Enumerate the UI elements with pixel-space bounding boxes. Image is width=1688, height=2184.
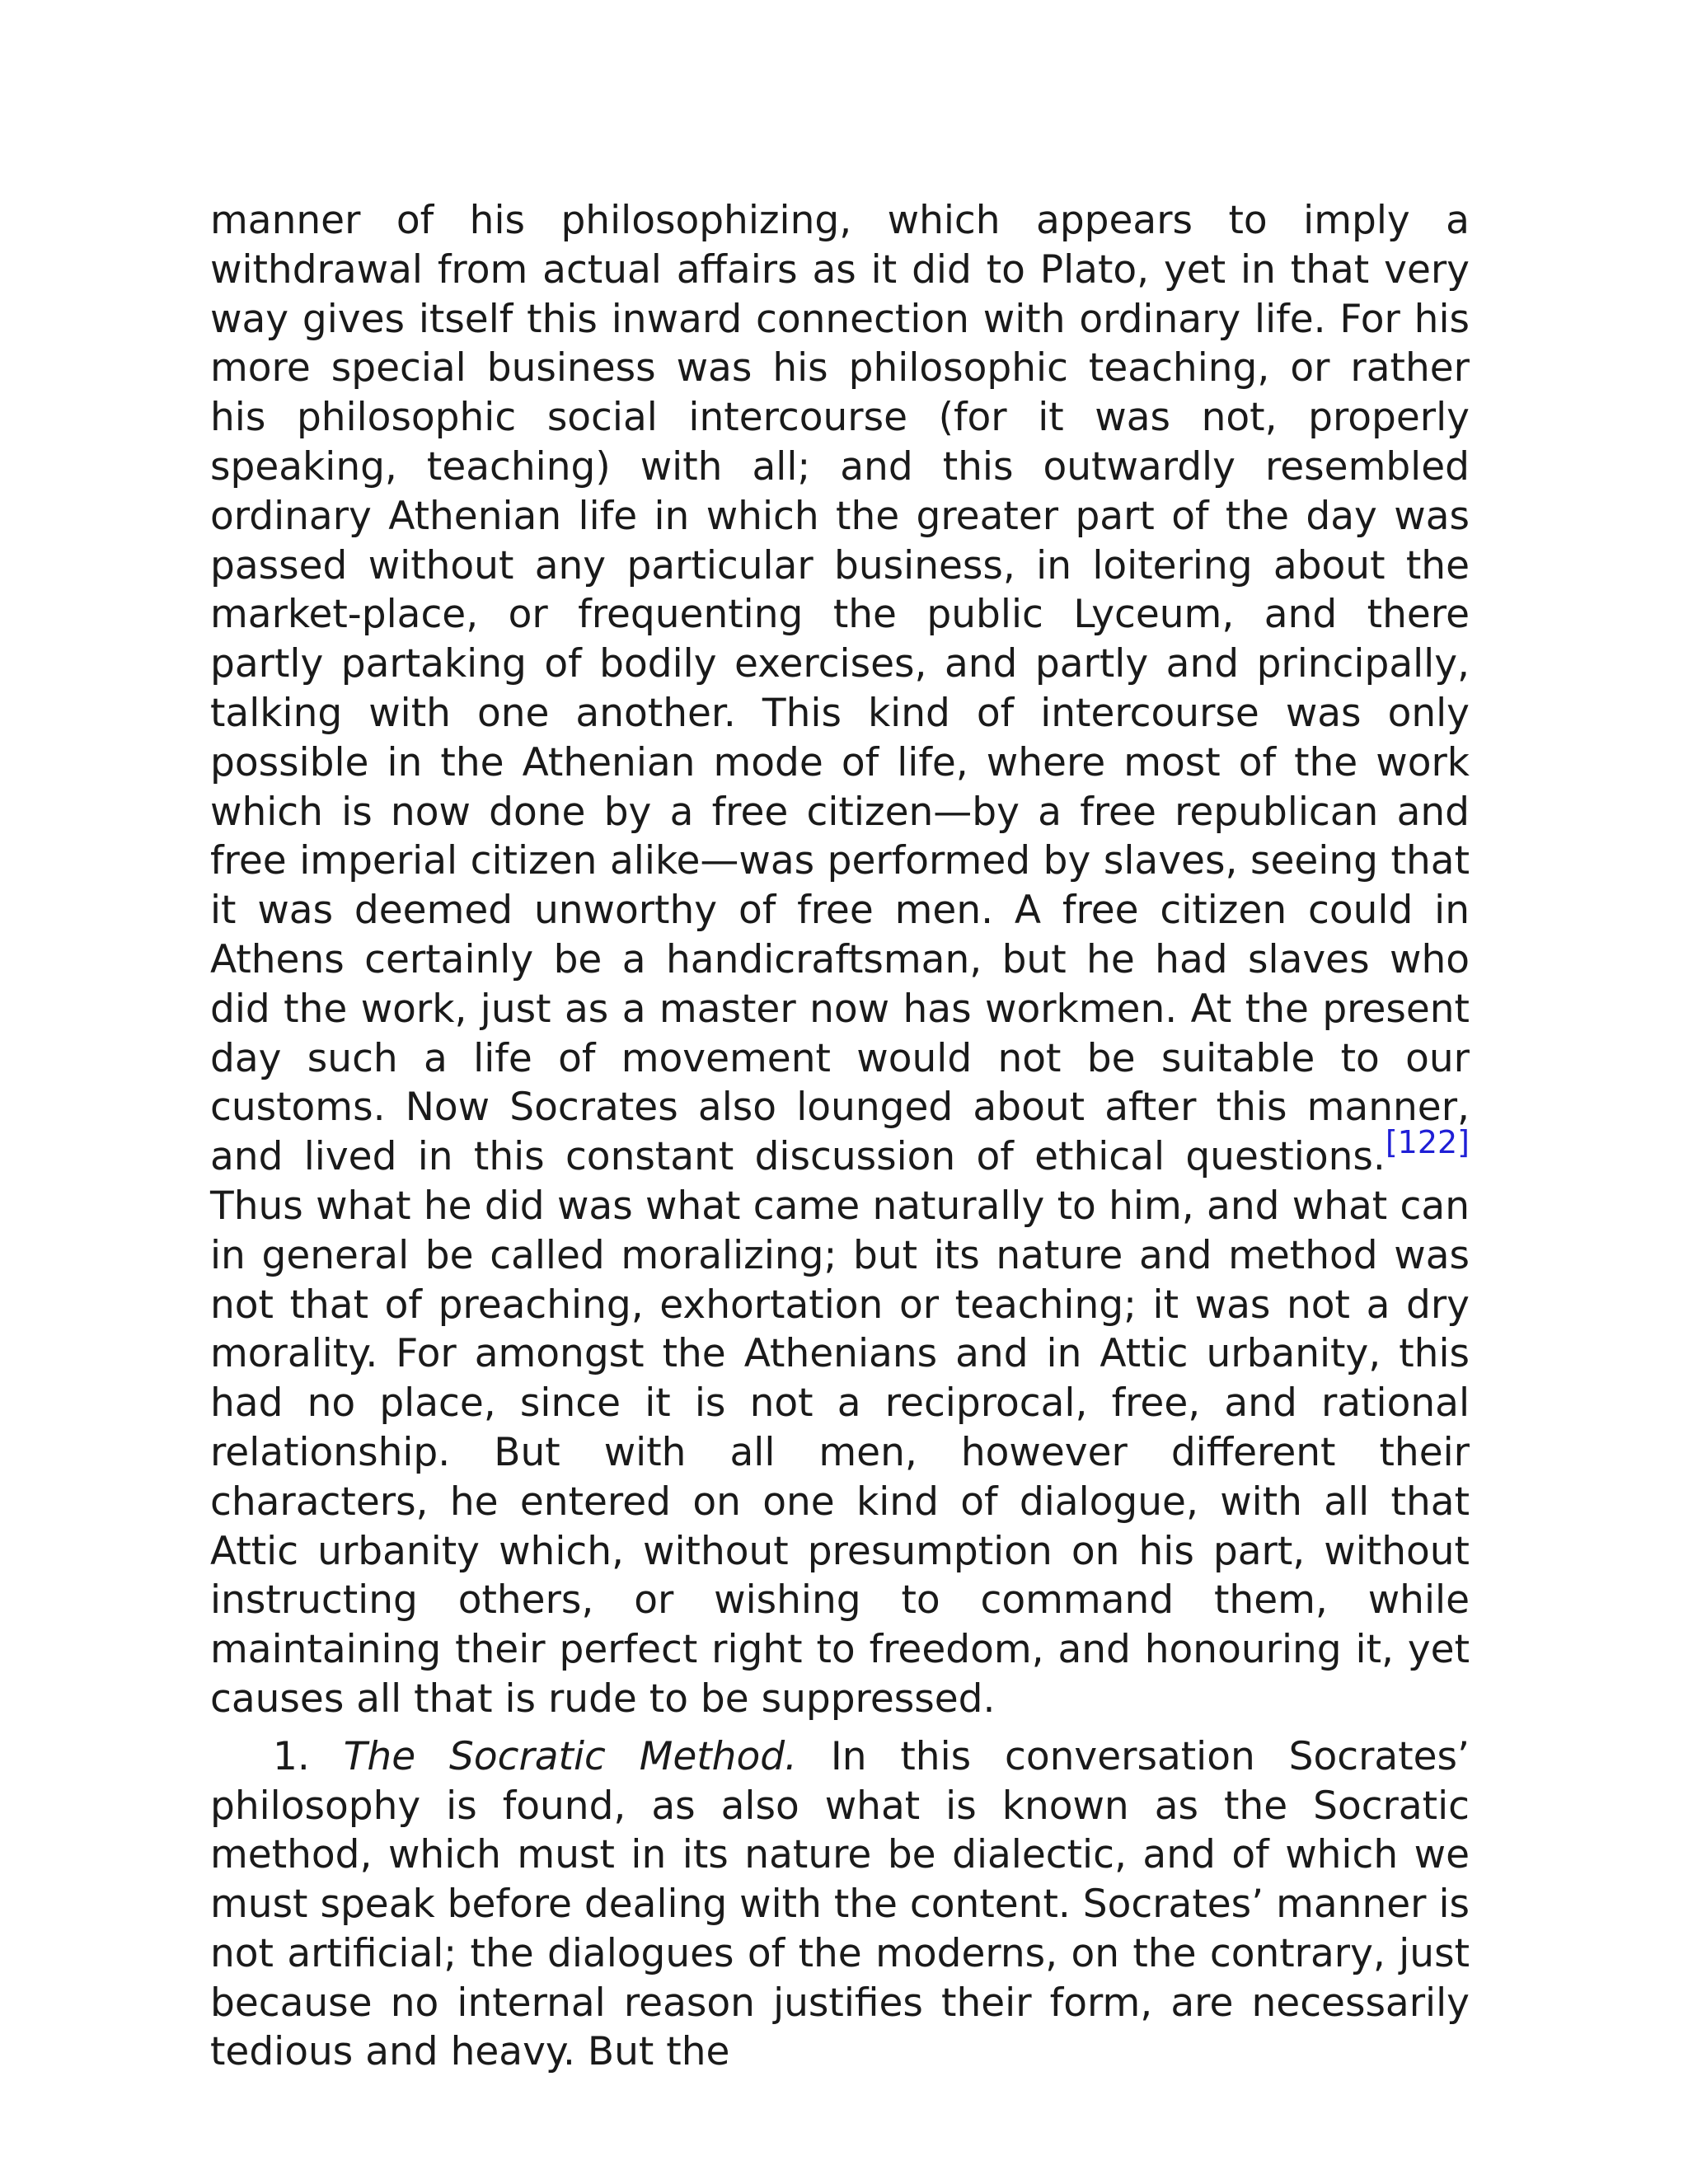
paragraph-1 [210,196,1470,1724]
paragraph-1-text-b: Thus what he did was what came naturally to him, and what can in general be called moralizing; but its nature and method was not that of preaching, exhortation or teaching; it was not a dry morality. For amongst the Athenians and in Attic urbanity, this had no place, since it is not a reciprocal, free, and rational relationship. But with all men, however different their characters, he entered on one kind of dialogue, with all that Attic urbanity which, without presumption on his part, without instructing others, or wishing to command them, while maintaining their perfect right to freedom, and honouring it, yet causes all that is rude to be suppressed. [210,1183,1470,1722]
paragraph-2 [210,1732,1470,2078]
page-body [210,196,1470,2077]
paragraph-2-text: In this conversation Socrates’ philosophy is found, as also what is known as the Socratic method, which must in its nature be dialectic, and of which we must speak before dealing with the content. Socrates’ manner is not artificial; the dialogues of the moderns, on the contrary, just because no internal reason justifies their form, are necessarily tedious and heavy. But the [210,1733,1470,2075]
section-number: 1. [273,1733,344,1779]
footnote-link-122[interactable]: [122] [1385,1124,1470,1161]
paragraph-1-text-a: manner of his philosophizing, which appears to imply a withdrawal from actual affairs as it did to Plato, yet in that very way gives itself this inward connection with ordinary life. For his more special business was his philosophic teaching, or rather his philosophic social intercourse (for it was not, properly speaking, teaching) with all; and this outwardly resembled ordinary Athenian life in which the greater part of the day was passed without any particular business, in loitering about the market-place, or frequenting the public Lyceum, and there partly partaking of bodily exercises, and partly and principally, talking with one another. This kind of intercourse was only possible in the Athenian mode of life, where most of the work which is now done by a free citizen—by a free republican and free imperial citizen alike—was performed by slaves, seeing that it was deemed unworthy of free men. A free citizen could in Athens certainly be a handicraftsman, but he had slaves who did the work, just as a master now has workmen. At the present day such a life of movement would not be suitable to our customs. Now Socrates also lounged about after this manner, and lived in this constant discussion of ethical questions. [210,198,1470,1180]
section-heading: The Socratic Method. [343,1733,797,1779]
